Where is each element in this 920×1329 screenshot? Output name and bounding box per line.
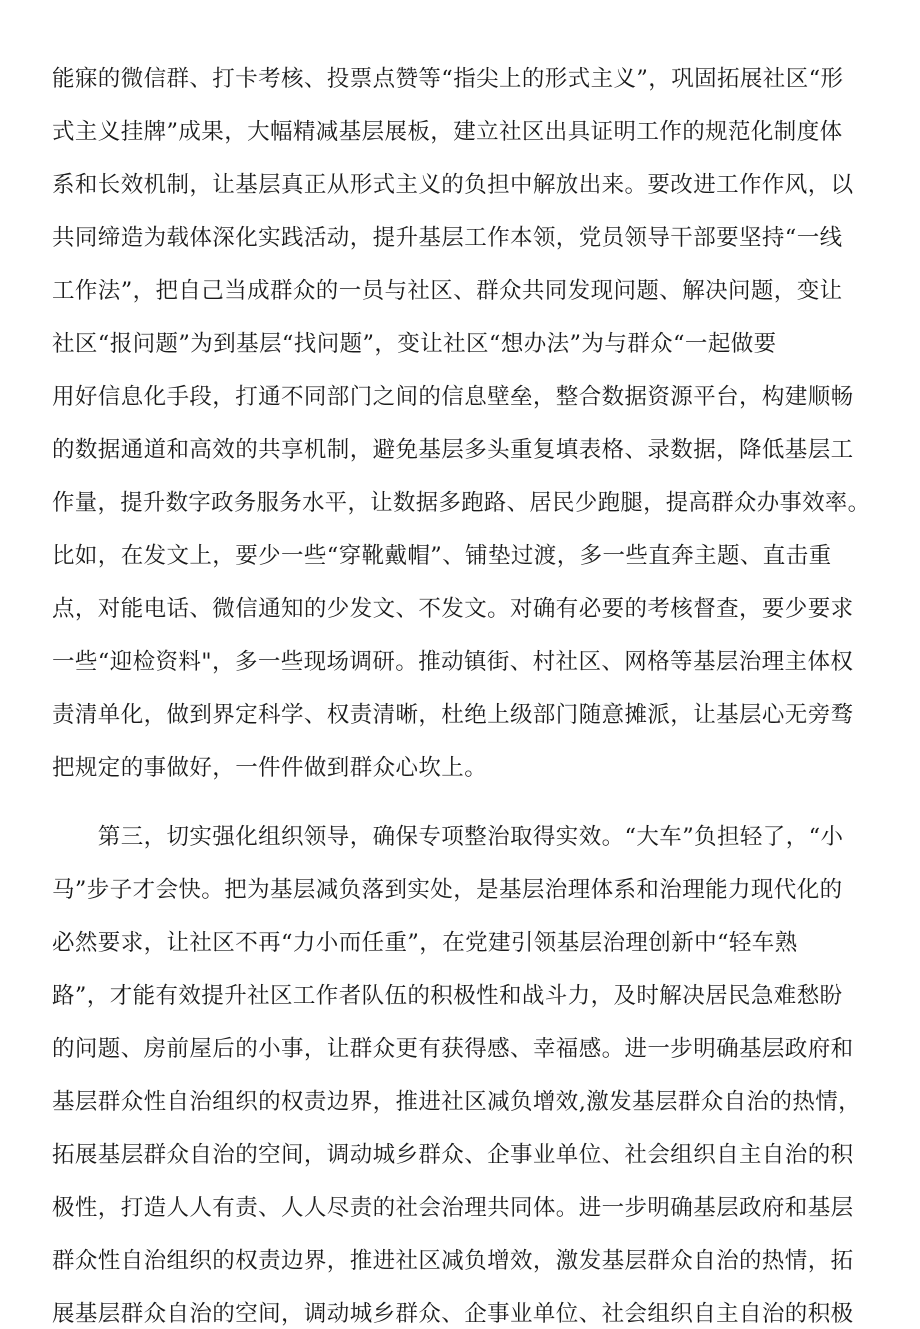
text-line: 工作法”，把自己当成群众的一员与社区、群众共同发现问题、解决问题，变让 [52,278,843,304]
text-line: 一些“迎检资料"，多一些现场调研。推动镇街、村社区、网格等基层治理主体权 [52,649,854,675]
text-line: 社区“报问题”为到基层“找问题”，变让社区“想办法”为与群众“一起做要 [52,331,777,357]
text-line: 比如，在发文上，要少一些“穿靴戴帽”、铺垫过渡，多一些直奔主题、直击重 [52,543,832,569]
text-line: 拓展基层群众自治的空间，调动城乡群众、企事业单位、社会组织自主自治的积 [52,1142,854,1168]
text-line: 群众性自治组织的权责边界，推进社区减负增效，激发基层群众自治的热情，拓 [52,1248,854,1274]
text-line: 共同缔造为载体深化实践活动，提升基层工作本领，党员领导干部要坚持“一线 [52,225,843,251]
text-line: 作量，提升数字政务服务水平，让数据多跑路、居民少跑腿，提高群众办事效率。 [52,490,871,516]
text-line: 系和长效机制，让基层真正从形式主义的负担中解放出来。要改进工作作风，以 [52,172,854,198]
text-line: 马”步子才会快。把为基层减负落到实处，是基层治理体系和治理能力现代化的 [52,877,843,903]
text-line: 路”，才能有效提升社区工作者队伍的积极性和战斗力，及时解决居民急难愁盼 [52,983,843,1009]
text-line: 把规定的事做好，一件件做到群众心坎上。 [52,755,488,781]
text-line: 点，对能电话、微信通知的少发文、不发文。对确有必要的考核督查，要少要求 [52,596,854,622]
text-line: 能寐的微信群、打卡考核、投票点赞等“指尖上的形式主义”，巩固拓展社区“形 [52,66,844,92]
text-line: 式主义挂牌”成果，大幅精减基层展板，建立社区出具证明工作的规范化制度体 [52,119,843,145]
text-line: 的问题、房前屋后的小事，让群众更有获得感、幸福感。进一步明确基层政府和 [52,1036,854,1062]
paragraph-heading-line: 第三，切实强化组织领导，确保专项整治取得实效。“大车”负担轻了，“小 [52,824,844,850]
text-line: 基层群众性自治组织的权责边界，推进社区减负增效,激发基层群众自治的热情， [52,1089,862,1115]
text-line: 极性，打造人人有责、人人尽责的社会治理共同体。进一步明确基层政府和基层 [52,1195,854,1221]
text-line: 的数据通道和高效的共享机制，避免基层多头重复填表格、录数据，降低基层工 [52,437,854,463]
text-line: 责清单化，做到界定科学、权责清晰，杜绝上级部门随意摊派，让基层心无旁骛 [52,702,854,728]
text-line: 必然要求，让社区不再“力小而任重”，在党建引领基层治理创新中“轻车熟 [52,930,798,956]
text-line: 用好信息化手段，打通不同部门之间的信息壁垒，整合数据资源平台，构建顺畅 [52,384,854,410]
text-line: 展基层群众自治的空间，调动城乡群众、企事业单位、社会组织自主自治的积极 [52,1301,854,1327]
